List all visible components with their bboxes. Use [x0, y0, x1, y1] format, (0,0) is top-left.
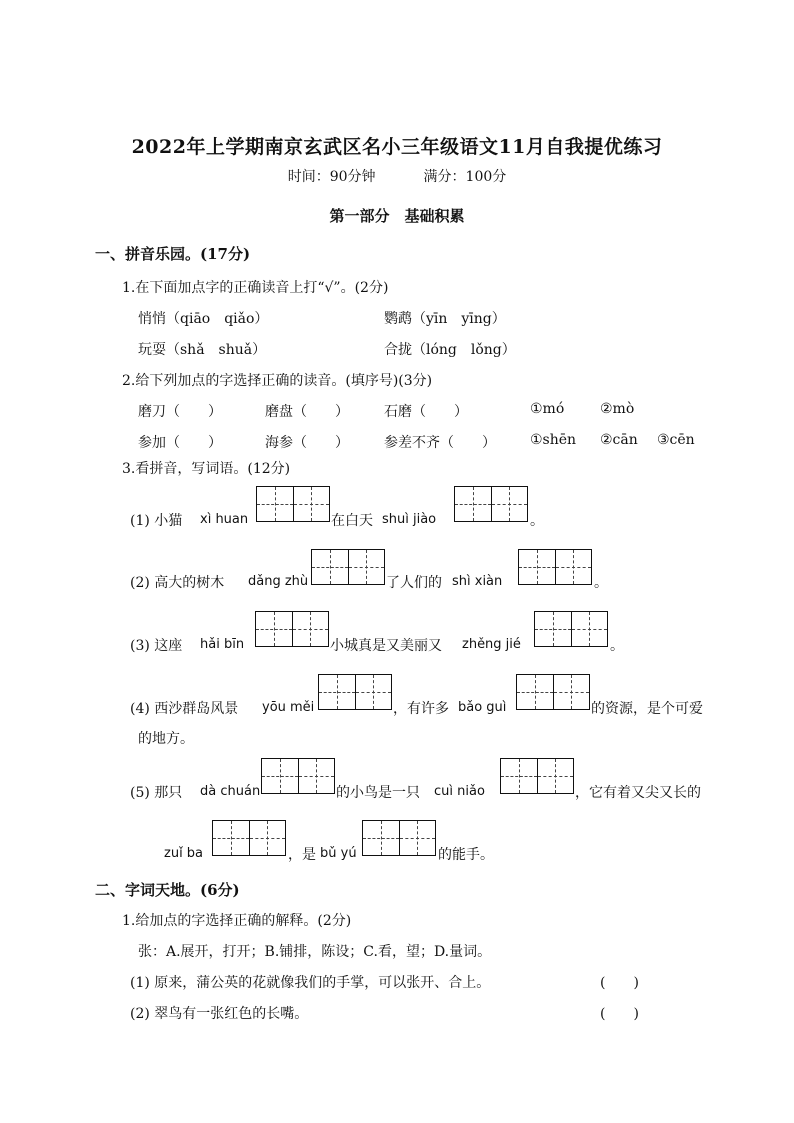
writing-grid[interactable]	[255, 611, 329, 647]
exam-score: 满分：100分	[423, 169, 507, 185]
q3-s5-text: ，是	[288, 847, 316, 863]
q3-prompt: 3.看拼音，写词语。(12分)	[122, 461, 291, 477]
q2-row1-item: 磨刀（ ）	[138, 404, 222, 420]
q2-row2-option: ③cēn	[657, 432, 695, 448]
section-two-heading: 二、字词天地。(6分)	[95, 881, 240, 899]
answer-blank[interactable]: ( )	[600, 1006, 639, 1022]
q2-row1-item: 磨盘（ ）	[265, 404, 349, 420]
sec2-q1-options: 张：A.展开，打开；B.铺排，陈设；C.看，望；D.量词。	[138, 944, 492, 960]
writing-grid[interactable]	[212, 820, 286, 856]
answer-blank[interactable]: ( )	[600, 975, 639, 991]
q1-item-b: 鹦鹉（yīn yīng）	[384, 311, 506, 327]
writing-grid[interactable]	[518, 549, 592, 585]
q3-s2-text: (2) 高大的树木	[130, 575, 225, 591]
q3-s1-pinyin: shuì jiào	[382, 512, 437, 527]
writing-grid[interactable]	[311, 549, 385, 585]
q1-item-a: 悄悄（qiāo qiǎo）	[138, 311, 269, 327]
q2-prompt: 2.给下列加点的字选择正确的读音。(填序号)(3分)	[122, 373, 433, 389]
q3-s3-text: (3) 这座	[130, 638, 183, 654]
q3-s4-pinyin: yōu měi	[262, 700, 315, 715]
exam-info	[0, 166, 794, 186]
writing-grid[interactable]	[318, 674, 392, 710]
q3-s5-text: 的能手。	[438, 847, 494, 863]
writing-grid[interactable]	[516, 674, 590, 710]
section-one-heading: 一、拼音乐园。(17分)	[95, 245, 251, 263]
writing-grid[interactable]	[534, 611, 608, 647]
q3-s2-end: 。	[594, 575, 608, 591]
q3-s5-text: 的小鸟是一只	[336, 785, 420, 801]
q3-s1-pinyin: xì huan	[200, 512, 249, 527]
q3-s5-pinyin: zuǐ ba	[164, 846, 204, 861]
q3-s3-text: 小城真是又美丽又	[330, 638, 442, 654]
q3-s1-text: (1) 小猫	[130, 513, 183, 529]
sec2-q1-s1: (1) 原来，蒲公英的花就像我们的手掌，可以张开、合上。	[130, 975, 491, 991]
q3-s1-end: 。	[530, 513, 544, 529]
q2-row2-option: ②cān	[600, 432, 638, 448]
writing-grid[interactable]	[261, 758, 335, 794]
q3-s4-text: (4) 西沙群岛风景	[130, 701, 239, 717]
q3-s4-text: 的资源，是个可爱	[591, 701, 703, 717]
q3-s2-text: 了人们的	[386, 575, 442, 591]
q3-s4-text: 的地方。	[138, 731, 194, 747]
q3-s3-end: 。	[610, 638, 624, 654]
q2-row2-item: 海参（ ）	[265, 435, 349, 451]
sec2-q1-s2: (2) 翠鸟有一张红色的长嘴。	[130, 1006, 309, 1022]
q3-s5-pinyin: dà chuán	[200, 784, 261, 799]
q2-row1-option: ①mó	[530, 401, 565, 417]
q3-s5-text: ，它有着又尖又长的	[575, 785, 701, 801]
q1-prompt: 1.在下面加点字的正确读音上打“√”。(2分)	[122, 280, 389, 296]
q3-s3-pinyin: zhěng jié	[462, 637, 521, 652]
q2-row2-item: 参加（ ）	[138, 435, 222, 451]
q2-row2-option: ①shēn	[530, 432, 577, 448]
q3-s3-pinyin: hǎi bīn	[200, 637, 245, 652]
q1-item-d: 合拢（lóng lǒng）	[384, 342, 516, 358]
q2-row1-option: ②mò	[600, 401, 635, 417]
exam-time: 时间：90分钟	[287, 169, 376, 185]
part-one-heading: 第一部分 基础积累	[329, 207, 465, 225]
writing-grid[interactable]	[500, 758, 574, 794]
q3-s5-pinyin: bǔ yú	[320, 846, 357, 861]
q3-s5-text: (5) 那只	[130, 785, 183, 801]
sec2-q1-prompt: 1.给加点的字选择正确的解释。(2分)	[122, 913, 352, 929]
page-title: 2022年上学期南京玄武区名小三年级语文11月自我提优练习	[131, 136, 663, 158]
writing-grid[interactable]	[256, 486, 330, 522]
q3-s1-text: 在白天	[331, 513, 373, 529]
q3-s2-pinyin: shì xiàn	[452, 574, 503, 589]
writing-grid[interactable]	[454, 486, 528, 522]
q1-item-c: 玩耍（shǎ shuǎ）	[138, 342, 267, 358]
writing-grid[interactable]	[362, 820, 436, 856]
q3-s5-pinyin: cuì niǎo	[434, 784, 485, 799]
q2-row2-item: 参差不齐（ ）	[384, 435, 496, 451]
q3-s4-text: ，有许多	[393, 701, 449, 717]
q2-row1-item: 石磨（ ）	[384, 404, 468, 420]
q3-s2-pinyin: dǎng zhù	[248, 574, 309, 589]
q3-s4-pinyin: bǎo guì	[458, 700, 507, 715]
